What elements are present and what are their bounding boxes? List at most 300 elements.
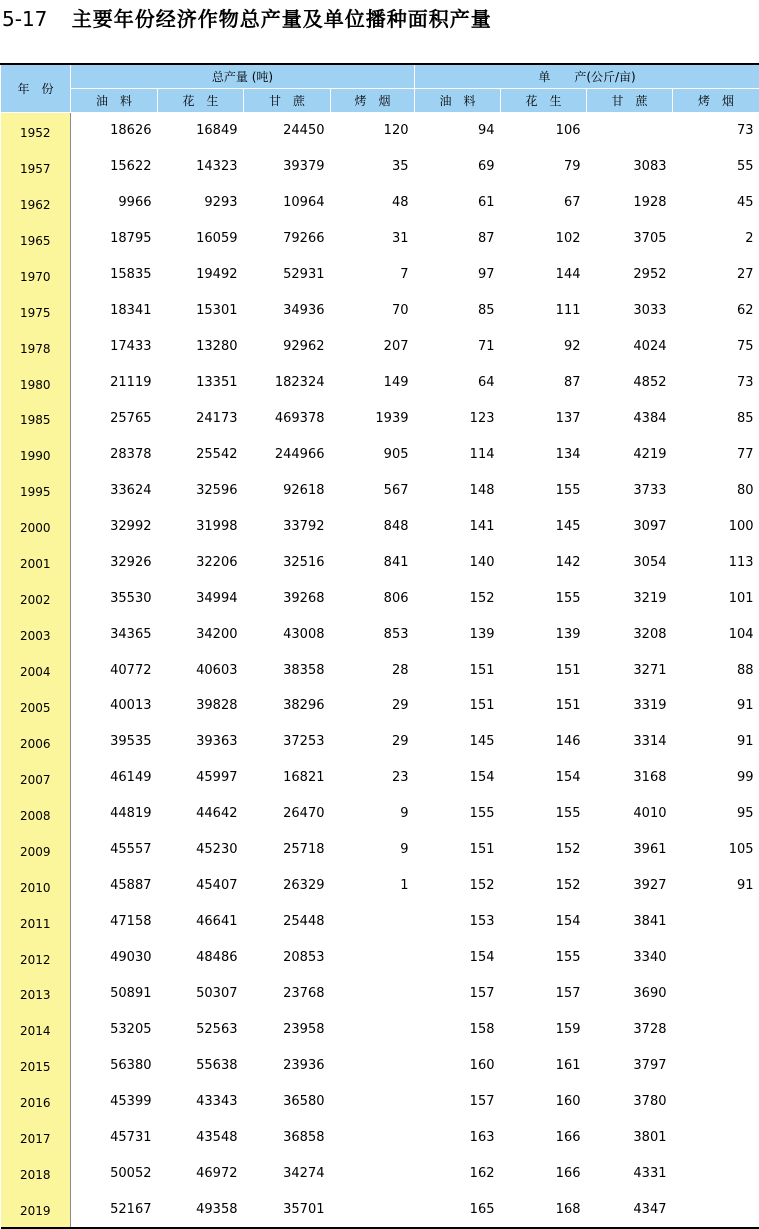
table-row — [1, 472, 759, 508]
cell-oilseed: 17433 — [71, 329, 158, 365]
cell-oilseed-yield: 154 — [415, 760, 501, 796]
cell-tobacco-yield: 2 — [673, 221, 759, 257]
table-row — [1, 508, 759, 544]
cell-sugarcane: 182324 — [244, 365, 331, 401]
cell-sugarcane-yield: 3690 — [587, 976, 673, 1012]
cell-peanut-yield: 157 — [501, 976, 587, 1012]
cell-peanut: 52563 — [158, 1011, 244, 1047]
cell-peanut: 44642 — [158, 796, 244, 832]
cell-oilseed-yield: 158 — [415, 1011, 501, 1047]
cell-year: 2005 — [1, 688, 71, 724]
cell-oilseed-yield: 114 — [415, 436, 501, 472]
cell-oilseed: 21119 — [71, 365, 158, 401]
cell-peanut: 43343 — [158, 1083, 244, 1119]
cell-sugarcane-yield: 3319 — [587, 688, 673, 724]
cell-oilseed: 53205 — [71, 1011, 158, 1047]
cell-sugarcane-yield: 1928 — [587, 185, 673, 221]
cell-oilseed: 34365 — [71, 616, 158, 652]
cell-sugarcane: 36580 — [244, 1083, 331, 1119]
cell-oilseed: 45557 — [71, 832, 158, 868]
cell-oilseed: 32992 — [71, 508, 158, 544]
table-row — [1, 580, 759, 616]
cell-peanut-yield: 154 — [501, 904, 587, 940]
cell-tobacco: 7 — [331, 257, 415, 293]
table-row — [1, 221, 759, 257]
cell-peanut: 49358 — [158, 1191, 244, 1228]
table-row — [1, 185, 759, 221]
cell-peanut: 16059 — [158, 221, 244, 257]
cell-sugarcane-yield: 3168 — [587, 760, 673, 796]
cell-oilseed-yield: 145 — [415, 724, 501, 760]
cell-peanut-yield: 102 — [501, 221, 587, 257]
cell-year: 2006 — [1, 724, 71, 760]
cell-year: 2019 — [1, 1191, 71, 1228]
cell-year: 2015 — [1, 1047, 71, 1083]
cell-peanut: 9293 — [158, 185, 244, 221]
cell-oilseed-yield: 94 — [415, 113, 501, 149]
header-col-sugarcane-yield: 甘 蔗 — [587, 89, 673, 113]
header-col-peanut-yield: 花 生 — [501, 89, 587, 113]
cell-peanut-yield: 155 — [501, 472, 587, 508]
table-row — [1, 1119, 759, 1155]
cell-tobacco-yield: 27 — [673, 257, 759, 293]
cell-sugarcane-yield: 3801 — [587, 1119, 673, 1155]
cell-tobacco-yield — [673, 1119, 759, 1155]
cell-peanut-yield: 87 — [501, 365, 587, 401]
table-row — [1, 329, 759, 365]
cell-oilseed: 28378 — [71, 436, 158, 472]
cell-tobacco: 9 — [331, 832, 415, 868]
cell-tobacco: 9 — [331, 796, 415, 832]
cell-tobacco-yield: 95 — [673, 796, 759, 832]
cell-oilseed: 50891 — [71, 976, 158, 1012]
cell-peanut: 45230 — [158, 832, 244, 868]
cell-sugarcane: 16821 — [244, 760, 331, 796]
cell-peanut: 13280 — [158, 329, 244, 365]
cell-tobacco: 207 — [331, 329, 415, 365]
cell-tobacco: 806 — [331, 580, 415, 616]
cell-tobacco — [331, 1011, 415, 1047]
cell-sugarcane: 37253 — [244, 724, 331, 760]
cell-peanut: 39363 — [158, 724, 244, 760]
cell-tobacco-yield: 85 — [673, 401, 759, 437]
cell-peanut-yield: 166 — [501, 1155, 587, 1191]
cell-peanut-yield: 168 — [501, 1191, 587, 1228]
cell-oilseed: 46149 — [71, 760, 158, 796]
cell-tobacco: 567 — [331, 472, 415, 508]
cell-peanut-yield: 151 — [501, 688, 587, 724]
cell-peanut-yield: 159 — [501, 1011, 587, 1047]
cell-oilseed-yield: 157 — [415, 1083, 501, 1119]
cell-tobacco — [331, 1155, 415, 1191]
cell-year: 1952 — [1, 113, 71, 149]
cell-oilseed-yield: 87 — [415, 221, 501, 257]
cell-oilseed-yield: 64 — [415, 365, 501, 401]
header-unit-yield: 单 产(公斤/亩) — [415, 64, 759, 89]
cell-sugarcane: 244966 — [244, 436, 331, 472]
cell-tobacco-yield: 99 — [673, 760, 759, 796]
cell-oilseed-yield: 61 — [415, 185, 501, 221]
cell-year: 2008 — [1, 796, 71, 832]
cell-peanut: 55638 — [158, 1047, 244, 1083]
cell-peanut-yield: 166 — [501, 1119, 587, 1155]
cell-year: 1965 — [1, 221, 71, 257]
table-row — [1, 1083, 759, 1119]
header-col-tobacco: 烤 烟 — [331, 89, 415, 113]
table-row — [1, 149, 759, 185]
cell-oilseed-yield: 140 — [415, 544, 501, 580]
cell-tobacco-yield — [673, 1191, 759, 1228]
cell-peanut: 31998 — [158, 508, 244, 544]
cell-sugarcane: 26470 — [244, 796, 331, 832]
cell-oilseed: 32926 — [71, 544, 158, 580]
table-body — [1, 113, 759, 1229]
cell-peanut: 50307 — [158, 976, 244, 1012]
cell-oilseed-yield: 139 — [415, 616, 501, 652]
cell-oilseed: 15622 — [71, 149, 158, 185]
cell-oilseed-yield: 151 — [415, 652, 501, 688]
cell-peanut: 24173 — [158, 401, 244, 437]
table-row — [1, 652, 759, 688]
cell-sugarcane-yield: 4024 — [587, 329, 673, 365]
cell-oilseed: 52167 — [71, 1191, 158, 1228]
cell-tobacco-yield: 45 — [673, 185, 759, 221]
table-row — [1, 365, 759, 401]
cell-peanut-yield: 137 — [501, 401, 587, 437]
cell-oilseed-yield: 154 — [415, 940, 501, 976]
cell-peanut-yield: 152 — [501, 868, 587, 904]
cell-tobacco — [331, 940, 415, 976]
header-col-sugarcane: 甘 蔗 — [244, 89, 331, 113]
table-row — [1, 688, 759, 724]
cell-tobacco-yield — [673, 1011, 759, 1047]
cell-sugarcane: 23768 — [244, 976, 331, 1012]
cell-tobacco-yield: 77 — [673, 436, 759, 472]
cell-tobacco: 35 — [331, 149, 415, 185]
cell-sugarcane-yield: 3340 — [587, 940, 673, 976]
cell-sugarcane-yield: 3927 — [587, 868, 673, 904]
cell-sugarcane-yield: 4347 — [587, 1191, 673, 1228]
cell-sugarcane: 38296 — [244, 688, 331, 724]
cell-sugarcane: 26329 — [244, 868, 331, 904]
cell-tobacco: 841 — [331, 544, 415, 580]
cell-oilseed: 18626 — [71, 113, 158, 149]
cell-peanut-yield: 92 — [501, 329, 587, 365]
cell-tobacco-yield: 88 — [673, 652, 759, 688]
cell-sugarcane-yield: 3728 — [587, 1011, 673, 1047]
cell-sugarcane-yield: 3961 — [587, 832, 673, 868]
cell-year: 1990 — [1, 436, 71, 472]
cell-sugarcane-yield: 3054 — [587, 544, 673, 580]
table-row — [1, 940, 759, 976]
cell-sugarcane: 33792 — [244, 508, 331, 544]
cell-sugarcane-yield — [587, 113, 673, 149]
cell-oilseed-yield: 148 — [415, 472, 501, 508]
cell-tobacco: 29 — [331, 724, 415, 760]
cell-peanut-yield: 111 — [501, 293, 587, 329]
cell-sugarcane: 92618 — [244, 472, 331, 508]
cell-tobacco-yield — [673, 1155, 759, 1191]
cell-year: 2002 — [1, 580, 71, 616]
cell-tobacco: 853 — [331, 616, 415, 652]
cell-oilseed-yield: 162 — [415, 1155, 501, 1191]
cell-peanut: 13351 — [158, 365, 244, 401]
cell-oilseed: 45887 — [71, 868, 158, 904]
cell-oilseed-yield: 165 — [415, 1191, 501, 1228]
cell-oilseed: 40013 — [71, 688, 158, 724]
cell-oilseed-yield: 141 — [415, 508, 501, 544]
cell-tobacco: 28 — [331, 652, 415, 688]
cell-year: 2003 — [1, 616, 71, 652]
cell-sugarcane-yield: 3033 — [587, 293, 673, 329]
cell-oilseed-yield: 163 — [415, 1119, 501, 1155]
header-total-output: 总产量 (吨) — [71, 64, 415, 89]
table-row — [1, 544, 759, 580]
cell-peanut: 16849 — [158, 113, 244, 149]
cell-sugarcane-yield: 3208 — [587, 616, 673, 652]
cell-peanut-yield: 139 — [501, 616, 587, 652]
cell-year: 2001 — [1, 544, 71, 580]
cell-peanut: 46641 — [158, 904, 244, 940]
table-title: 主要年份经济作物总产量及单位播种面积产量 — [72, 7, 492, 31]
cell-peanut-yield: 106 — [501, 113, 587, 149]
table-row — [1, 1191, 759, 1228]
cell-tobacco-yield: 91 — [673, 688, 759, 724]
header-col-tobacco-yield: 烤 烟 — [673, 89, 759, 113]
cell-tobacco — [331, 1191, 415, 1228]
cell-sugarcane: 79266 — [244, 221, 331, 257]
cell-year: 1978 — [1, 329, 71, 365]
cell-sugarcane-yield: 3314 — [587, 724, 673, 760]
cell-tobacco — [331, 1083, 415, 1119]
cell-peanut-yield: 155 — [501, 580, 587, 616]
cell-sugarcane: 52931 — [244, 257, 331, 293]
cell-sugarcane-yield: 3097 — [587, 508, 673, 544]
cell-tobacco: 23 — [331, 760, 415, 796]
cell-sugarcane-yield: 3271 — [587, 652, 673, 688]
cell-sugarcane-yield: 4384 — [587, 401, 673, 437]
table-row — [1, 1047, 759, 1083]
cell-sugarcane: 39379 — [244, 149, 331, 185]
cell-sugarcane-yield: 3841 — [587, 904, 673, 940]
cell-year: 2016 — [1, 1083, 71, 1119]
cell-oilseed-yield: 151 — [415, 832, 501, 868]
cell-year: 1980 — [1, 365, 71, 401]
cell-oilseed: 49030 — [71, 940, 158, 976]
cell-tobacco-yield — [673, 1047, 759, 1083]
cell-tobacco — [331, 976, 415, 1012]
header-col-oilseed: 油 料 — [71, 89, 158, 113]
cell-peanut: 34994 — [158, 580, 244, 616]
cell-sugarcane: 23958 — [244, 1011, 331, 1047]
cell-peanut-yield: 146 — [501, 724, 587, 760]
cell-year: 2011 — [1, 904, 71, 940]
cell-oilseed-yield: 123 — [415, 401, 501, 437]
cell-peanut-yield: 154 — [501, 760, 587, 796]
cell-sugarcane-yield: 3705 — [587, 221, 673, 257]
cell-year: 2017 — [1, 1119, 71, 1155]
table-row — [1, 616, 759, 652]
table-row — [1, 401, 759, 437]
cell-oilseed: 15835 — [71, 257, 158, 293]
cell-year: 2000 — [1, 508, 71, 544]
cell-tobacco-yield — [673, 1083, 759, 1119]
page-title — [2, 6, 492, 32]
cell-peanut-yield: 134 — [501, 436, 587, 472]
cell-peanut: 34200 — [158, 616, 244, 652]
cell-oilseed: 35530 — [71, 580, 158, 616]
cell-sugarcane: 25448 — [244, 904, 331, 940]
cell-sugarcane: 43008 — [244, 616, 331, 652]
cell-tobacco-yield — [673, 904, 759, 940]
cell-tobacco — [331, 904, 415, 940]
cell-tobacco: 1939 — [331, 401, 415, 437]
cell-peanut: 48486 — [158, 940, 244, 976]
cell-tobacco-yield: 73 — [673, 113, 759, 149]
cell-peanut: 39828 — [158, 688, 244, 724]
cell-year: 2013 — [1, 976, 71, 1012]
cell-tobacco-yield: 91 — [673, 868, 759, 904]
cell-oilseed-yield: 153 — [415, 904, 501, 940]
cell-oilseed-yield: 151 — [415, 688, 501, 724]
cell-sugarcane-yield: 2952 — [587, 257, 673, 293]
header-col-peanut: 花 生 — [158, 89, 244, 113]
cell-oilseed: 18795 — [71, 221, 158, 257]
cell-oilseed: 56380 — [71, 1047, 158, 1083]
cell-sugarcane: 24450 — [244, 113, 331, 149]
cell-year: 2014 — [1, 1011, 71, 1047]
cell-tobacco: 48 — [331, 185, 415, 221]
cell-sugarcane: 34936 — [244, 293, 331, 329]
cell-tobacco: 905 — [331, 436, 415, 472]
cell-oilseed: 9966 — [71, 185, 158, 221]
cell-oilseed-yield: 152 — [415, 580, 501, 616]
cell-tobacco-yield: 91 — [673, 724, 759, 760]
table-row — [1, 436, 759, 472]
cell-peanut-yield: 145 — [501, 508, 587, 544]
cell-tobacco-yield: 75 — [673, 329, 759, 365]
cell-peanut-yield: 79 — [501, 149, 587, 185]
table-row — [1, 257, 759, 293]
cell-tobacco — [331, 1047, 415, 1083]
cell-tobacco-yield: 55 — [673, 149, 759, 185]
cell-sugarcane: 10964 — [244, 185, 331, 221]
cell-sugarcane: 35701 — [244, 1191, 331, 1228]
cell-year: 1975 — [1, 293, 71, 329]
cell-sugarcane-yield: 4010 — [587, 796, 673, 832]
table-row — [1, 1011, 759, 1047]
cell-tobacco-yield — [673, 976, 759, 1012]
cell-year: 1985 — [1, 401, 71, 437]
table-row — [1, 904, 759, 940]
cell-tobacco-yield: 62 — [673, 293, 759, 329]
table-row — [1, 796, 759, 832]
cell-sugarcane-yield: 4852 — [587, 365, 673, 401]
data-table — [0, 63, 759, 1229]
cell-sugarcane-yield: 3797 — [587, 1047, 673, 1083]
cell-tobacco-yield: 80 — [673, 472, 759, 508]
table-row — [1, 832, 759, 868]
cell-tobacco-yield: 100 — [673, 508, 759, 544]
cell-tobacco: 70 — [331, 293, 415, 329]
table-row — [1, 976, 759, 1012]
cell-tobacco-yield: 101 — [673, 580, 759, 616]
header-year: 年 份 — [1, 64, 71, 113]
table-row — [1, 1155, 759, 1191]
cell-year: 2018 — [1, 1155, 71, 1191]
cell-oilseed-yield: 155 — [415, 796, 501, 832]
cell-peanut-yield: 161 — [501, 1047, 587, 1083]
cell-oilseed-yield: 85 — [415, 293, 501, 329]
cell-tobacco: 848 — [331, 508, 415, 544]
cell-oilseed: 39535 — [71, 724, 158, 760]
cell-oilseed: 44819 — [71, 796, 158, 832]
cell-peanut: 40603 — [158, 652, 244, 688]
cell-tobacco-yield — [673, 940, 759, 976]
cell-year: 1957 — [1, 149, 71, 185]
cell-sugarcane: 38358 — [244, 652, 331, 688]
cell-year: 2004 — [1, 652, 71, 688]
cell-sugarcane-yield: 4331 — [587, 1155, 673, 1191]
table-row — [1, 113, 759, 149]
cell-peanut: 46972 — [158, 1155, 244, 1191]
cell-tobacco-yield: 105 — [673, 832, 759, 868]
cell-sugarcane: 20853 — [244, 940, 331, 976]
cell-sugarcane: 92962 — [244, 329, 331, 365]
cell-peanut: 14323 — [158, 149, 244, 185]
cell-tobacco — [331, 1119, 415, 1155]
cell-oilseed-yield: 69 — [415, 149, 501, 185]
table-row — [1, 760, 759, 796]
cell-peanut: 32206 — [158, 544, 244, 580]
cell-sugarcane: 36858 — [244, 1119, 331, 1155]
cell-oilseed: 50052 — [71, 1155, 158, 1191]
cell-peanut-yield: 155 — [501, 940, 587, 976]
cell-tobacco-yield: 113 — [673, 544, 759, 580]
cell-year: 1995 — [1, 472, 71, 508]
cell-oilseed-yield: 97 — [415, 257, 501, 293]
cell-tobacco-yield: 104 — [673, 616, 759, 652]
cell-sugarcane: 23936 — [244, 1047, 331, 1083]
cell-peanut-yield: 155 — [501, 796, 587, 832]
cell-year: 2007 — [1, 760, 71, 796]
cell-peanut-yield: 151 — [501, 652, 587, 688]
cell-sugarcane-yield: 3780 — [587, 1083, 673, 1119]
cell-oilseed: 45731 — [71, 1119, 158, 1155]
cell-peanut: 32596 — [158, 472, 244, 508]
cell-year: 2010 — [1, 868, 71, 904]
cell-sugarcane: 32516 — [244, 544, 331, 580]
cell-year: 2009 — [1, 832, 71, 868]
cell-peanut: 43548 — [158, 1119, 244, 1155]
cell-peanut-yield: 142 — [501, 544, 587, 580]
table-number: 5-17 — [2, 7, 47, 31]
cell-oilseed: 47158 — [71, 904, 158, 940]
cell-oilseed: 33624 — [71, 472, 158, 508]
cell-oilseed: 40772 — [71, 652, 158, 688]
cell-oilseed-yield: 71 — [415, 329, 501, 365]
table-row — [1, 293, 759, 329]
cell-oilseed: 25765 — [71, 401, 158, 437]
cell-oilseed: 18341 — [71, 293, 158, 329]
cell-peanut: 19492 — [158, 257, 244, 293]
cell-year: 1962 — [1, 185, 71, 221]
cell-tobacco: 149 — [331, 365, 415, 401]
cell-year: 2012 — [1, 940, 71, 976]
cell-tobacco-yield: 73 — [673, 365, 759, 401]
cell-year: 1970 — [1, 257, 71, 293]
cell-sugarcane: 469378 — [244, 401, 331, 437]
